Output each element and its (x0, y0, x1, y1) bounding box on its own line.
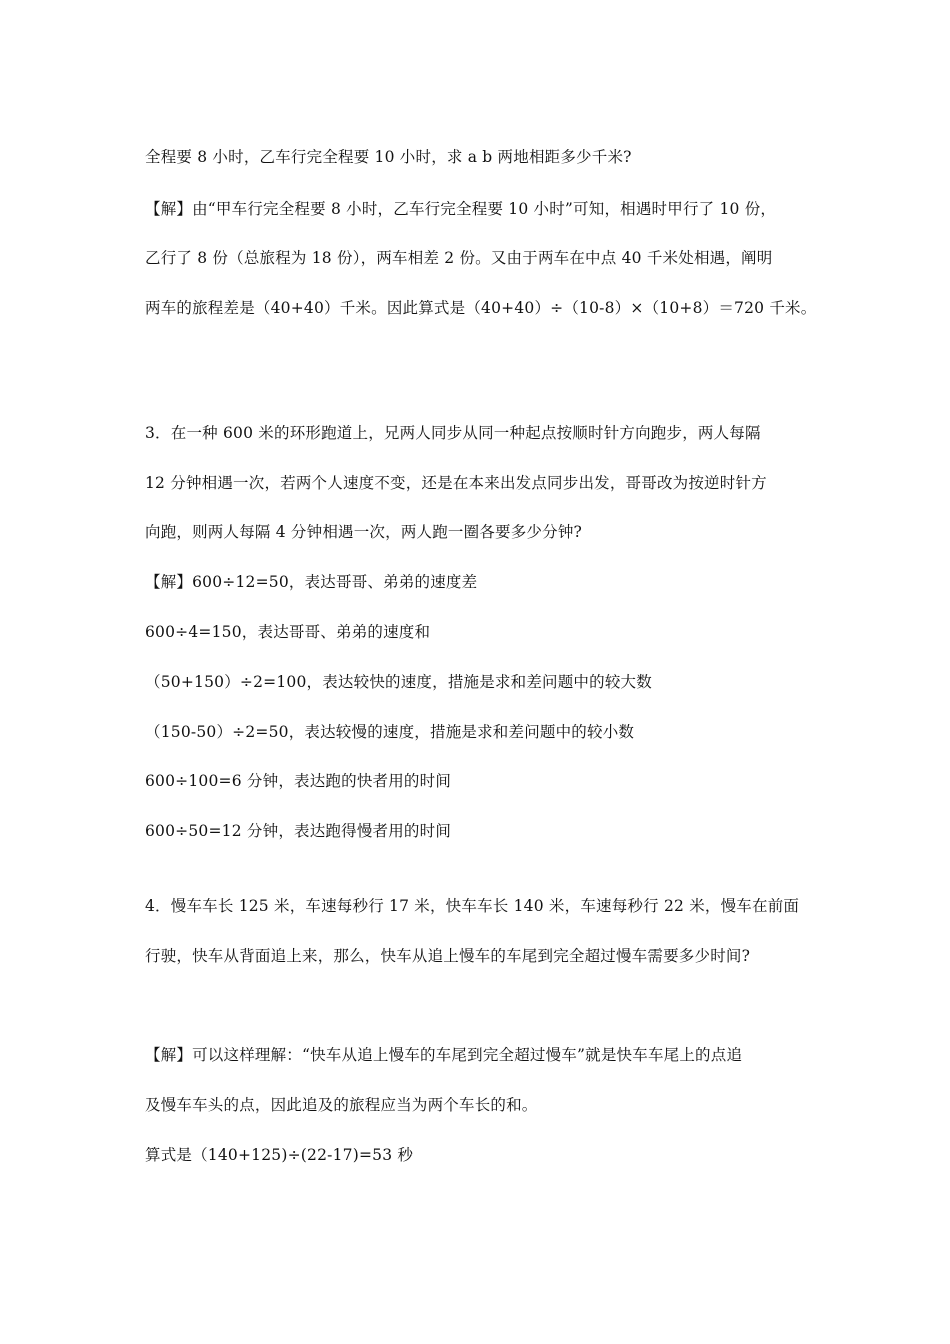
text-line: 行驶，快车从背面追上来，那么，快车从追上慢车的车尾到完全超过慢车需要多少时间? (145, 947, 751, 965)
text-line: 乙行了 8 份（总旅程为 18 份），两车相差 2 份。又由于两车在中点 40 千米处相遇，阐明 (145, 249, 773, 267)
text-line: 算式是（140+125)÷(22-17)=53 秒 (145, 1146, 414, 1164)
solution-line: 【解】由“甲车行完全程要 8 小时，乙车行完全程要 10 小时”可知，相遇时甲行了 10 份， (145, 200, 777, 218)
problem-line: 3．在一种 600 米的环形跑道上，兄两人同步从同一种起点按顺时针方向跑步，两人每隔 (145, 424, 761, 442)
text-line: （50+150）÷2=100，表达较快的速度，措施是求和差问题中的较大数 (145, 673, 652, 691)
text-line: 两车的旅程差是（40+40）千米。因此算式是（40+40）÷（10-8）×（10+8）＝720 千米。 (145, 299, 817, 317)
text-line: 600÷100=6 分钟，表达跑的快者用的时间 (145, 772, 452, 790)
text-line: 向跑，则两人每隔 4 分钟相遇一次，两人跑一圈各要多少分钟? (145, 523, 583, 541)
text-line: 600÷4=150，表达哥哥、弟弟的速度和 (145, 623, 431, 641)
solution-line: 【解】600÷12=50，表达哥哥、弟弟的速度差 (145, 573, 478, 591)
text-line: 全程要 8 小时，乙车行完全程要 10 小时，求 a b 两地相距多少千米? (145, 148, 632, 166)
text-line: 12 分钟相遇一次，若两个人速度不变，还是在本来出发点同步出发，哥哥改为按逆时针方 (145, 474, 767, 492)
text-line: （150-50）÷2=50，表达较慢的速度，措施是求和差问题中的较小数 (145, 723, 635, 741)
solution-line: 【解】可以这样理解：“快车从追上慢车的车尾到完全超过慢车”就是快车车尾上的点追 (145, 1046, 743, 1064)
text-line: 及慢车车头的点，因此追及的旅程应当为两个车长的和。 (145, 1096, 538, 1114)
text-line: 600÷50=12 分钟，表达跑得慢者用的时间 (145, 822, 452, 840)
problem-line: 4．慢车车长 125 米，车速每秒行 17 米，快车车长 140 米，车速每秒行 22 米，慢车在前面 (145, 897, 800, 915)
